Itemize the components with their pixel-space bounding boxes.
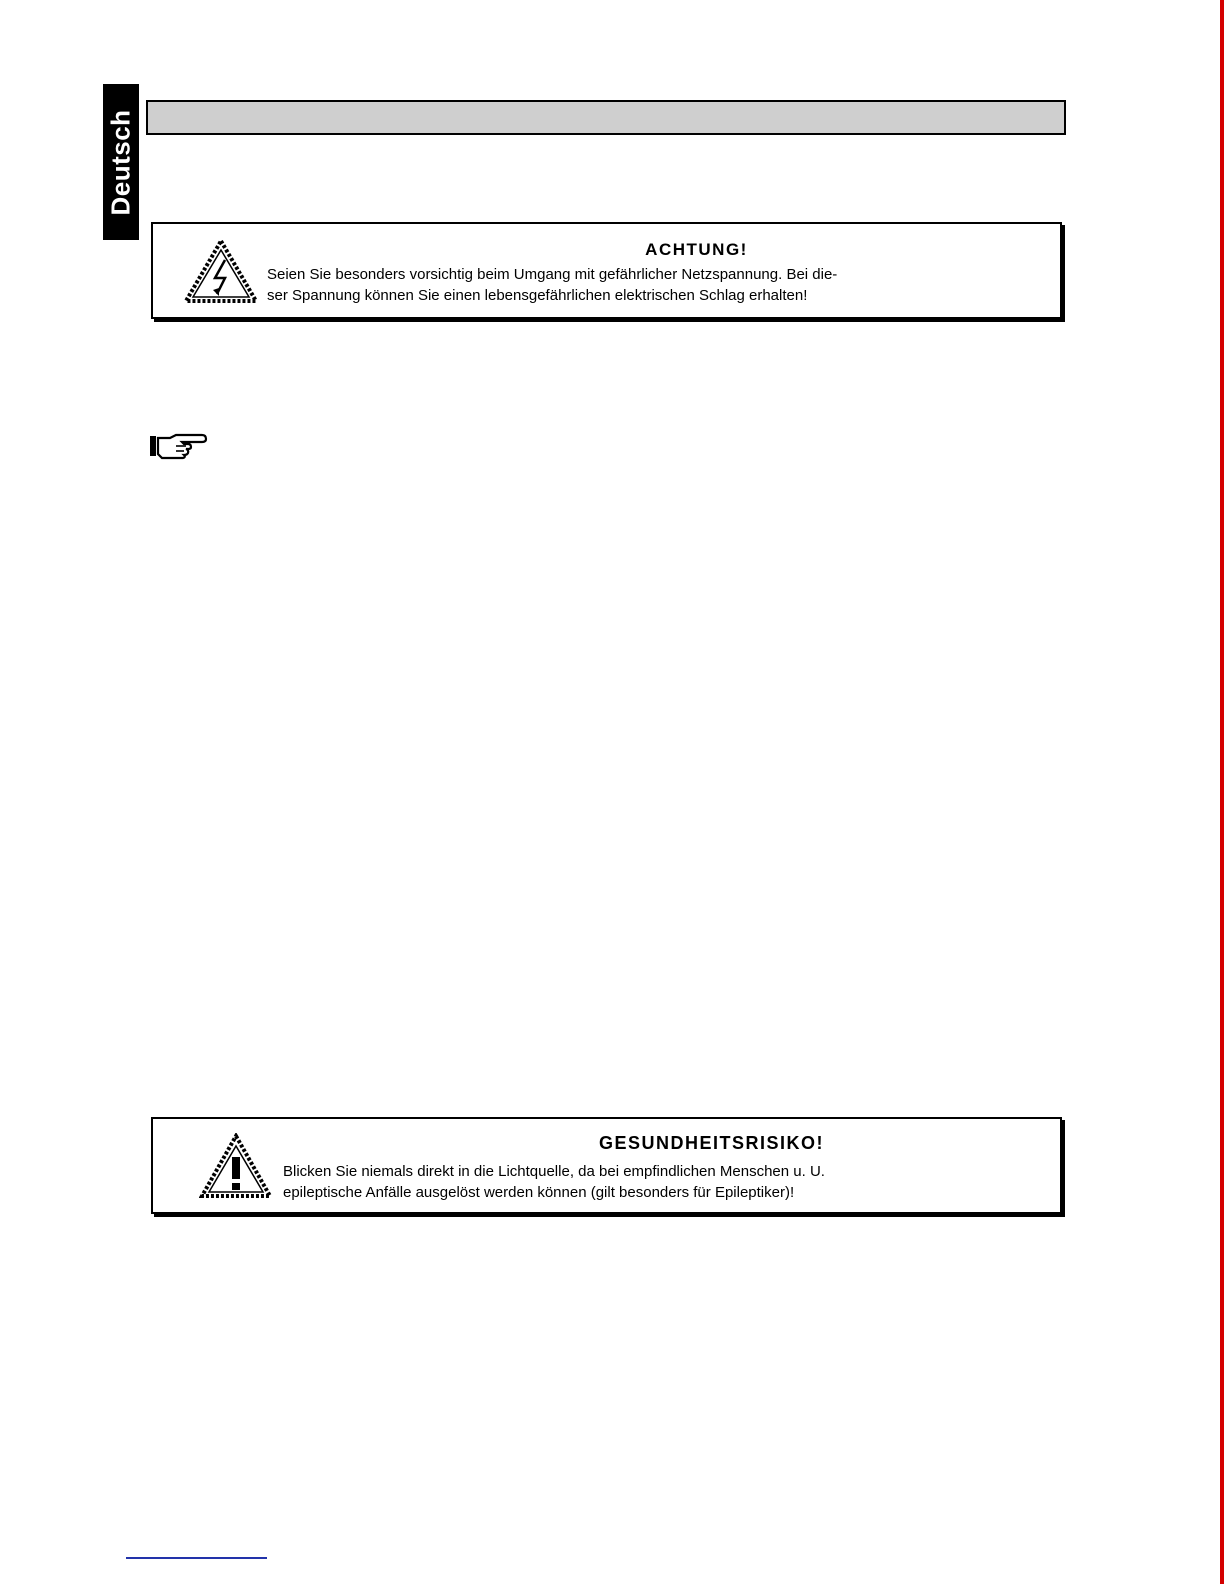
health-warning-line: epileptische Anfälle ausgelöst werden können (gilt besonders für Epileptiker)! [283, 1184, 795, 1201]
footer-rule [126, 1557, 267, 1559]
electric-warning-line: ser Spannung können Sie einen lebensgefährlichen elektrischen Schlag erhalten! [267, 287, 808, 304]
language-tab-label: Deutsch [105, 108, 136, 216]
health-warning-line: Blicken Sie niemals direkt in die Lichtquelle, da bei empfindlichen Menschen u. U. [283, 1163, 825, 1180]
page-edge-rule [1220, 0, 1224, 1584]
electric-warning-line: Seien Sie besonders vorsichtig beim Umgang mit gefährlicher Netzspannung. Bei die- [267, 266, 838, 283]
pointing-hand-icon [148, 432, 208, 460]
electric-warning-title: ACHTUNG! [645, 240, 748, 259]
language-tab [103, 84, 139, 240]
health-warning-text [283, 1161, 1040, 1203]
health-warning-title: GESUNDHEITSRISIKO! [598, 1133, 825, 1153]
electric-warning-box [151, 222, 1062, 319]
section-header-bar [146, 100, 1066, 135]
health-warning-box [151, 1117, 1062, 1214]
electric-warning-text [267, 264, 1040, 306]
